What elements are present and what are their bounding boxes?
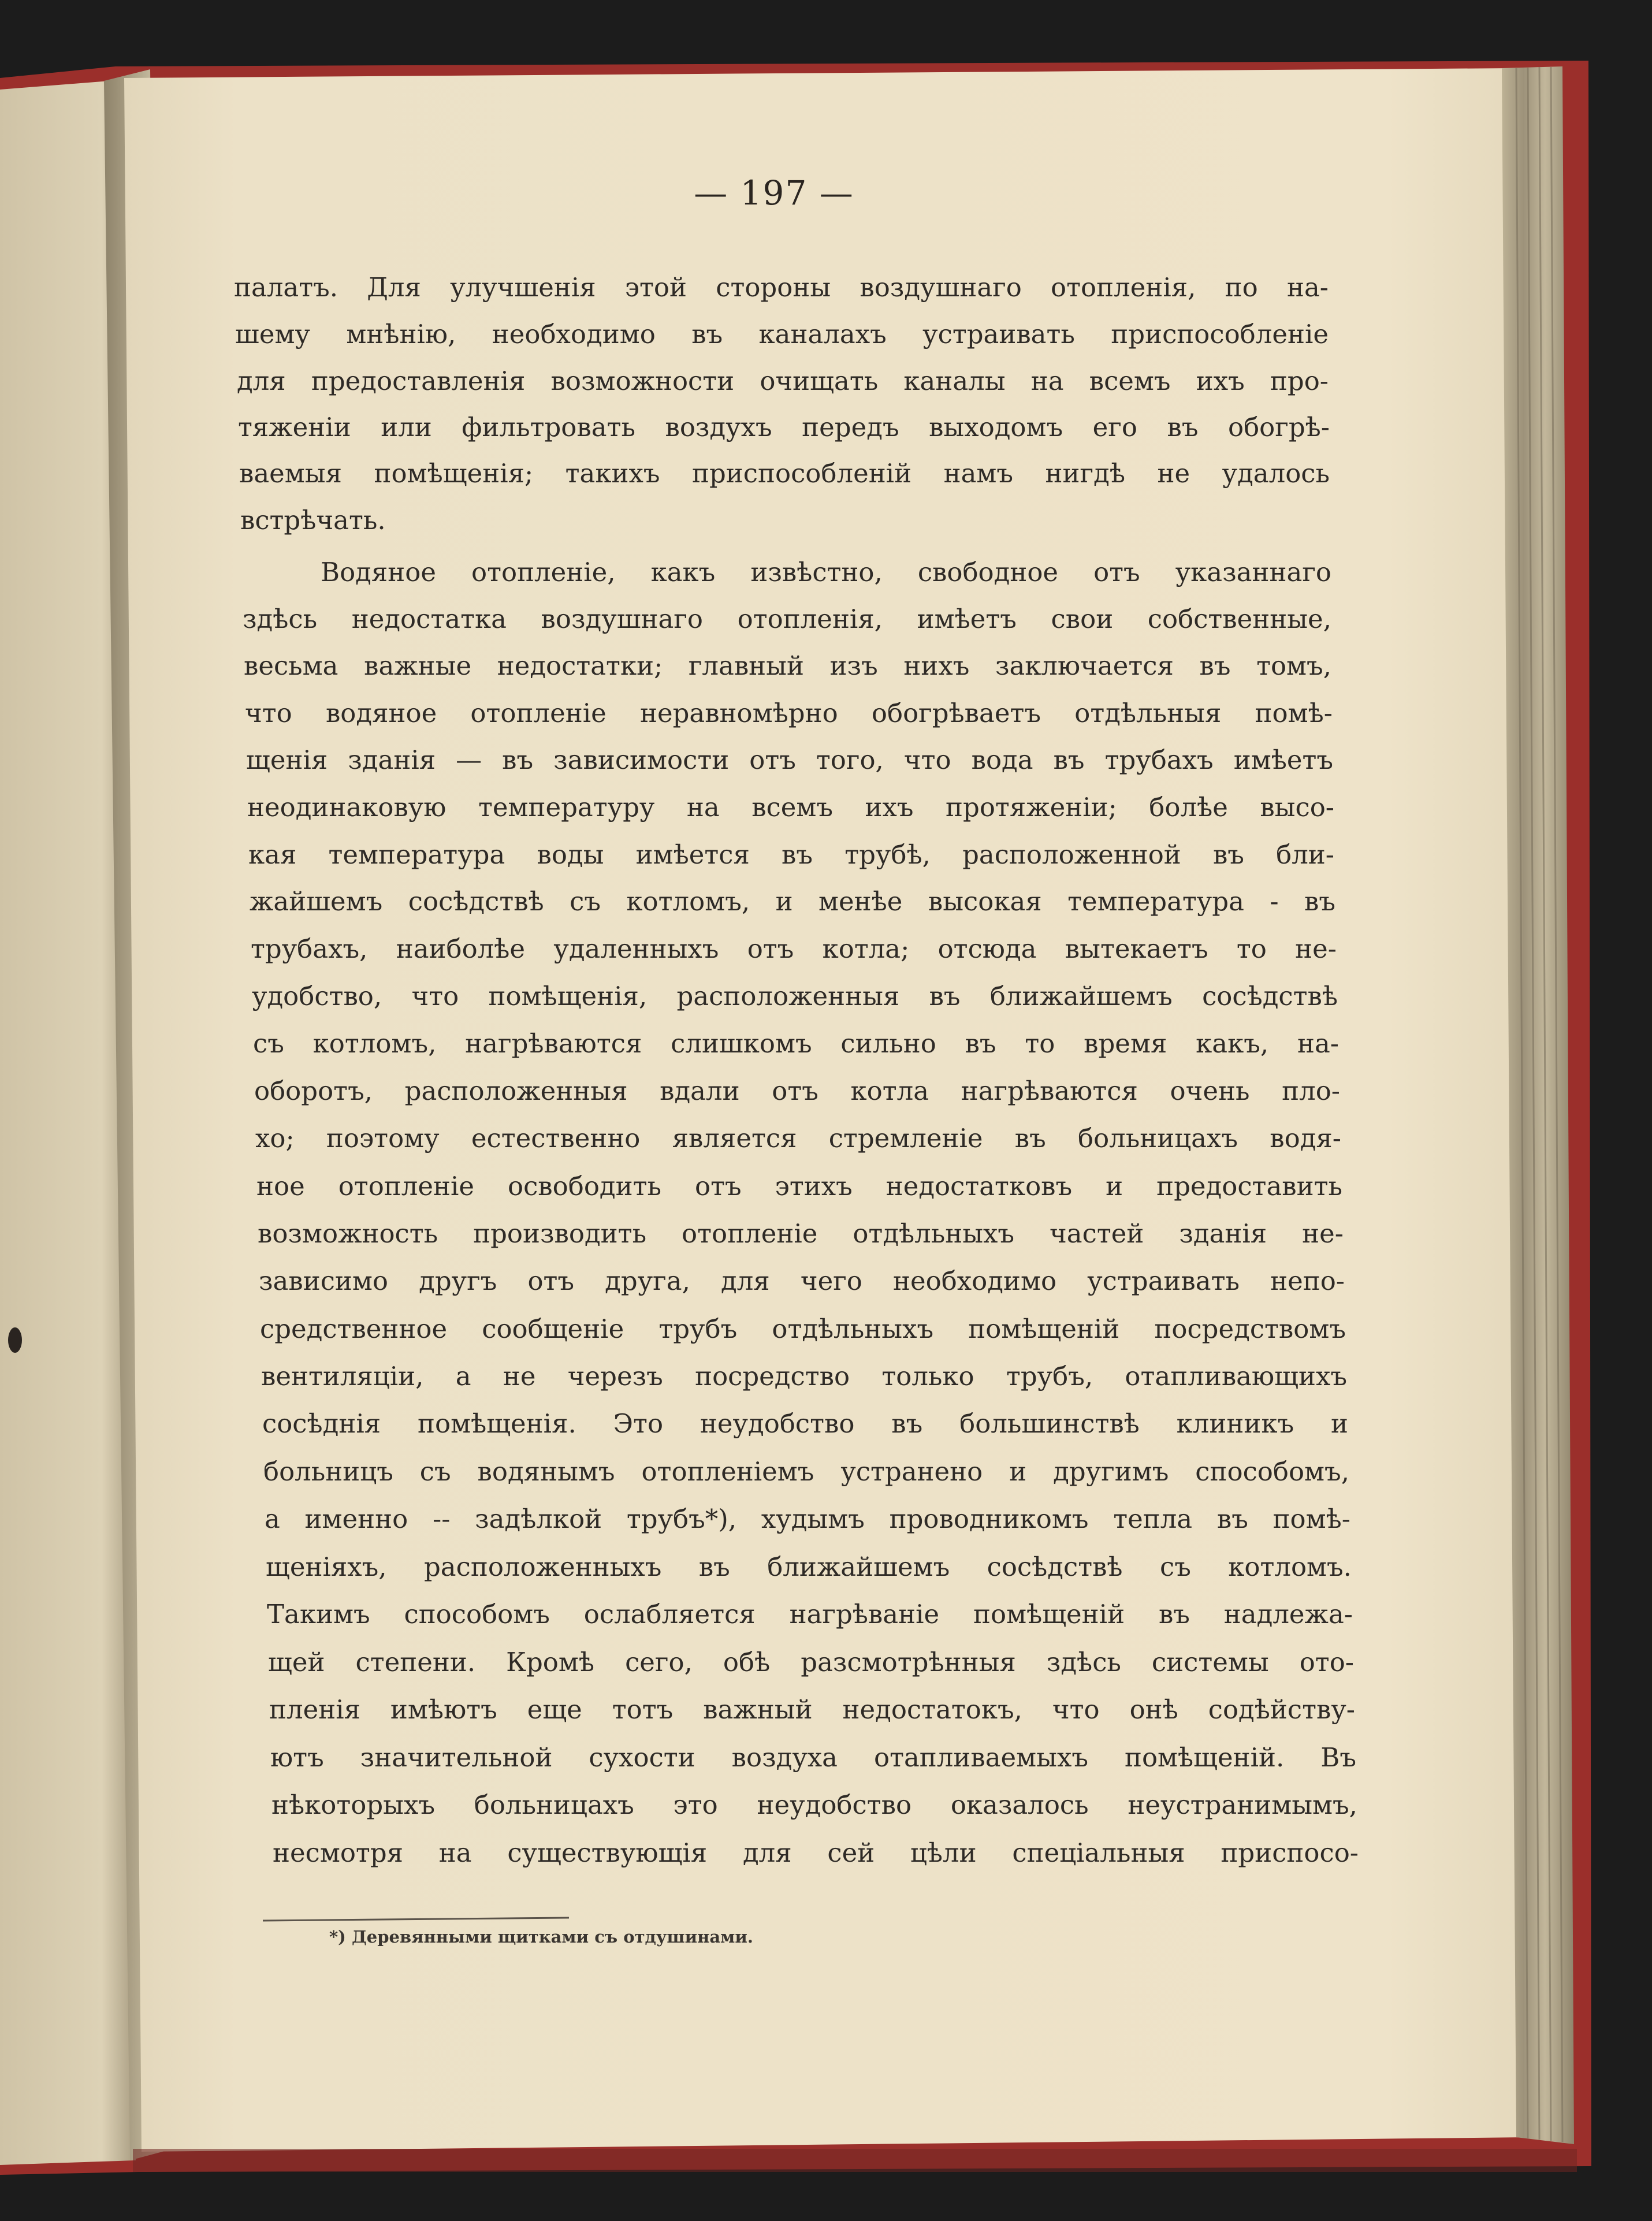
text-line: тяженіи или фильтровать воздухъ передъ выходомъ его въ обогрѣ- xyxy=(238,412,1330,442)
text-line: пленія имѣютъ еще тотъ важный недостатокъ, что онѣ содѣйству- xyxy=(269,1694,1355,1725)
text-line: неодинаковую температуру на всемъ ихъ протяженіи; болѣе высо- xyxy=(247,792,1334,823)
text-line: съ котломъ, нагрѣваются слишкомъ сильно въ то время какъ, на- xyxy=(253,1028,1339,1059)
text-line: шему мнѣнію, необходимо въ каналахъ устраивать приспособленіе xyxy=(235,319,1329,349)
text-line: зависимо другъ отъ друга, для чего необходимо устраивать непо- xyxy=(259,1266,1345,1296)
text-line: здѣсь недостатка воздушнаго отопленія, имѣетъ свои собственные, xyxy=(243,604,1331,634)
text-line: ваемыя помѣщенія; такихъ приспособленій намъ нигдѣ не удалось xyxy=(239,458,1330,489)
text-line: ное отопленіе освободить отъ этихъ недостатковъ и предоставить xyxy=(256,1171,1342,1201)
text-line: нѣкоторыхъ больницахъ это неудобство оказалось неустранимымъ, xyxy=(271,1790,1357,1820)
text-line: больницъ съ водянымъ отопленіемъ устранено и другимъ способомъ, xyxy=(263,1456,1349,1487)
text-line: щенія зданія — въ зависимости отъ того, что вода въ трубахъ имѣетъ xyxy=(246,745,1333,775)
text-line: ютъ значительной сухости воздуха отапливаемыхъ помѣщеній. Въ xyxy=(270,1742,1356,1773)
text-line: для предоставленія возможности очищать каналы на всемъ ихъ про- xyxy=(237,366,1329,396)
text-line: несмотря на существующія для сей цѣли спеціальныя приспосо- xyxy=(273,1837,1359,1868)
text-line: встрѣчать. xyxy=(240,505,386,535)
text-line: трубахъ, наиболѣе удаленныхъ отъ котла; отсюда вытекаетъ то не- xyxy=(251,933,1337,964)
text-line: оборотъ, расположенныя вдали отъ котла нагрѣваются очень пло- xyxy=(254,1076,1340,1106)
text-line: палатъ. Для улучшенія этой стороны воздушнаго отопленія, по на- xyxy=(234,272,1329,303)
text-line: весьма важные недостатки; главный изъ нихъ заключается въ томъ, xyxy=(244,650,1331,681)
text-line: сосѣднія помѣщенія. Это неудобство въ большинствѣ клиникъ и xyxy=(262,1408,1348,1439)
text-line: удобство, что помѣщенія, расположенныя въ ближайшемъ сосѣдствѣ xyxy=(252,981,1338,1011)
text-line: щеніяхъ, расположенныхъ въ ближайшемъ сосѣдствѣ съ котломъ. xyxy=(266,1552,1352,1582)
text-line: возможность производить отопленіе отдѣльныхъ частей зданія не- xyxy=(258,1218,1344,1249)
text-line: жайшемъ сосѣдствѣ съ котломъ, и менѣе высокая температура - въ xyxy=(250,886,1335,917)
text-line: Водяное отопленіе, какъ извѣстно, свободное отъ указаннаго xyxy=(321,557,1331,587)
text-line: Такимъ способомъ ослабляется нагрѣваніе помѣщеній въ надлежа- xyxy=(267,1599,1353,1630)
text-line: что водяное отопленіе неравномѣрно обогрѣваетъ отдѣльныя помѣ- xyxy=(245,698,1333,728)
text-line: кая температура воды имѣется въ трубѣ, расположенной въ бли- xyxy=(248,839,1334,870)
text-line: щей степени. Кромѣ сего, обѣ разсмотрѣнныя здѣсь системы ото- xyxy=(268,1647,1354,1677)
page-number: — 197 — xyxy=(694,173,854,213)
text-line: средственное сообщеніе трубъ отдѣльныхъ помѣщеній посредствомъ xyxy=(260,1314,1346,1344)
text-line: хо; поэтому естественно является стремленіе въ больницахъ водя- xyxy=(255,1123,1341,1154)
text-line: а именно -- задѣлкой трубъ*), худымъ проводникомъ тепла въ помѣ- xyxy=(265,1504,1350,1534)
footnote: *) Деревянными щитками съ отдушинами. xyxy=(329,1927,753,1947)
text-line: вентиляціи, а не черезъ посредство только трубъ, отапливающихъ xyxy=(261,1361,1347,1392)
